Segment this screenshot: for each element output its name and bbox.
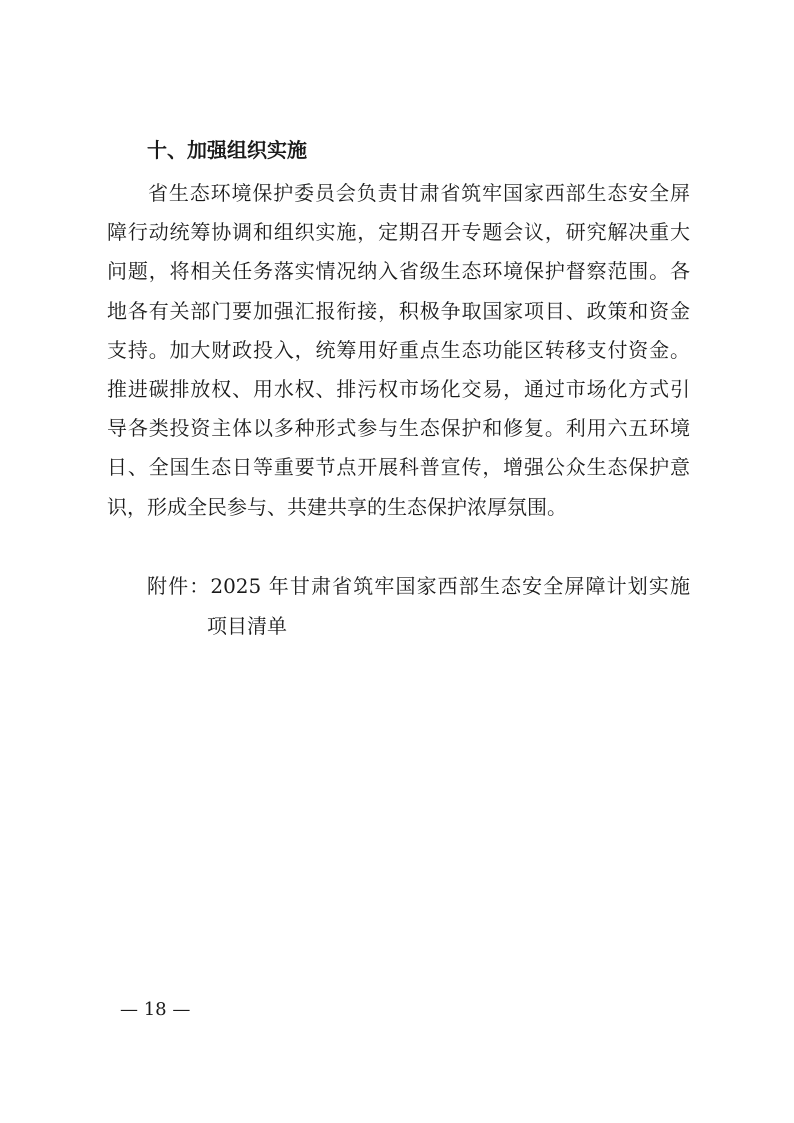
body-line: 识，形成全民参与、共建共享的生态保护浓厚氛围。 xyxy=(107,494,567,519)
body-line: 障行动统筹协调和组织实施，定期召开专题会议，研究解决重大 xyxy=(107,220,690,245)
body-line: 地各有关部门要加强汇报衔接，积极争取国家项目、政策和资金 xyxy=(107,298,690,323)
body-line: 日、全国生态日等重要节点开展科普宣传，增强公众生态保护意 xyxy=(107,455,690,480)
body-line: 支持。加大财政投入，统筹用好重点生态功能区转移支付资金。 xyxy=(107,337,690,362)
body-line: 推进碳排放权、用水权、排污权市场化交易，通过市场化方式引 xyxy=(107,377,690,402)
body-paragraph xyxy=(107,174,690,527)
attachment-line: 附件：2025 年甘肃省筑牢国家西部生态安全屏障计划实施 xyxy=(147,574,690,598)
body-line: 问题，将相关任务落实情况纳入省级生态环境保护督察范围。各 xyxy=(107,259,690,284)
attachment-line: 项目清单 xyxy=(207,614,287,638)
page-number: — 18 — xyxy=(120,999,191,1020)
body-line: 导各类投资主体以多种形式参与生态保护和修复。利用六五环境 xyxy=(107,416,690,441)
body-line: 省生态环境保护委员会负责甘肃省筑牢国家西部生态安全屏 xyxy=(148,181,690,205)
section-heading: 十、加强组织实施 xyxy=(147,138,307,162)
attachment-note xyxy=(147,566,690,646)
